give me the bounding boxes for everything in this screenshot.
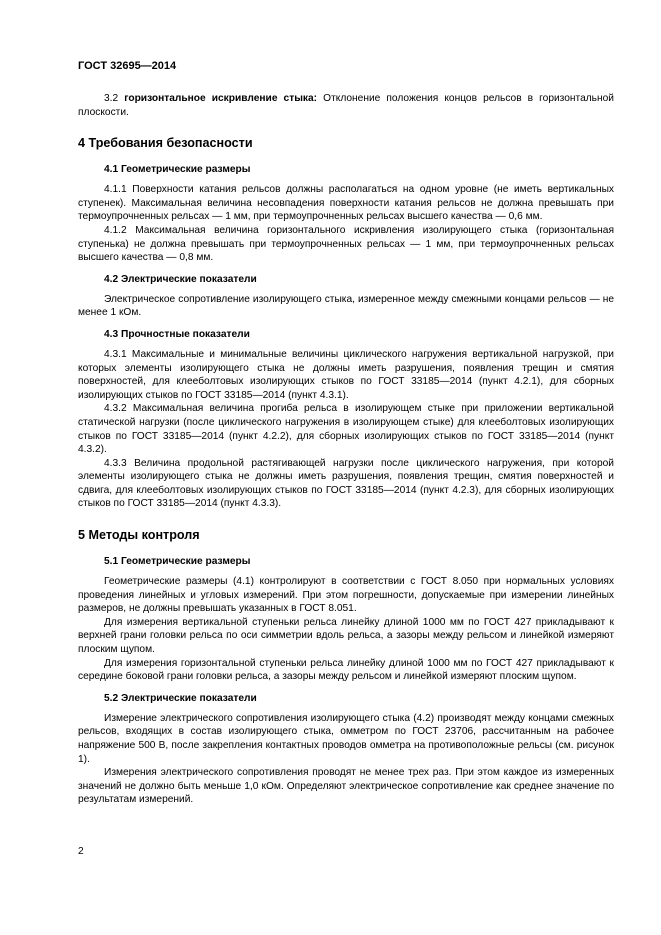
subsection-5-1-heading: 5.1 Геометрические размеры: [104, 556, 251, 568]
subsection-4-1-heading: 4.1 Геометрические размеры: [104, 164, 251, 176]
term-name: горизонтальное искривление стыка:: [124, 93, 318, 104]
paragraph-4-3-1: 4.3.1 Максимальные и минимальные величины циклического нагружения вертикальной нагрузкой, при которых элементы изолирующего стыка не должны иметь разрушения, появления трещин и смятия поверхностей, для клееболтовых изолирующих стыков по ГОСТ 33185—2014 (пункт 4.2.1), для сборных изолирующих стыков по ГОСТ 33185—2014 (пункт 4.3.1).: [78, 348, 614, 401]
subsection-5-2-heading: 5.2 Электрические показатели: [104, 692, 257, 704]
paragraph-4-1-1: 4.1.1 Поверхности катания рельсов должны располагаться на одном уровне (не иметь вертикальных ступенек). Максимальная величина несовпадения поверхности катания рельсов не должна превышать при термоупрочненных рельсах — 1 мм, при термоупрочненных рельсах высшего качества — 0,6 мм.: [78, 184, 614, 223]
paragraph-5-1-b: Для измерения вертикальной ступеньки рельса линейку длиной 1000 мм по ГОСТ 427 прикладывают к верхней грани головки рельса по оси симметрии вдоль рельса, а зазоры между рельсом и линейкой измеряют плоским щупом.: [78, 616, 614, 656]
paragraph-4-1-2: 4.1.2 Максимальная величина горизонтального искривления изолирующего стыка (горизонтальная ступенька) не должна превышать при термоупрочненных рельсах — 1 мм, при термоупрочненных рельсах высшего качества — 0,8 мм.: [78, 224, 614, 264]
paragraph-4-3-3: 4.3.3 Величина продольной растягивающей нагрузки после циклического нагружения, при которой элементы изолирующего стыка не должны иметь разрушения, появления трещин, смятия поверхностей и сдвига, для клееболтовых изолирующих стыков по ГОСТ 33185—2014 (пункт 4.2.3), для сборных изолирующих стыков по ГОСТ 33185—2014 (пункт 4.3.3).: [78, 457, 614, 510]
document-header: ГОСТ 32695—2014: [78, 60, 177, 72]
section-4-heading: 4 Требования безопасности: [78, 136, 253, 151]
term-definition: [78, 92, 614, 119]
term-text: Отклонение положения концов рельсов в горизонтальной плоскости.: [78, 93, 614, 118]
section-5-heading: 5 Методы контроля: [78, 528, 200, 543]
paragraph-4-2: Электрическое сопротивление изолирующего стыка, измеренное между смежными концами рельсов — не менее 1 кОм.: [78, 293, 614, 319]
subsection-4-2-heading: 4.2 Электрические показатели: [104, 273, 257, 285]
paragraph-5-1-c: Для измерения горизонтальной ступеньки рельса линейку длиной 1000 мм по ГОСТ 427 прикладывают к середине боковой грани головки рельса, а зазоры между рельсом и линейкой измеряют плоским щупом.: [78, 657, 614, 683]
subsection-4-3-heading: 4.3 Прочностные показатели: [104, 328, 250, 340]
paragraph-5-2-a: Измерение электрического сопротивления изолирующего стыка (4.2) производят между концами смежных рельсов, входящих в состав изолирующего стыка, омметром по ГОСТ 23706, рассчитанным на рабочее напряжение 500 В, после закрепления контактных проводов омметра на противоположные рельсы (см. рисунок 1).: [78, 712, 614, 765]
document-body: [78, 92, 614, 807]
paragraph-5-2-b: Измерения электрического сопротивления проводят не менее трех раз. При этом каждое из измеренных значений не должно быть меньше 1,0 кОм. Определяют электрическое сопротивление как среднее значение по результатам измерений.: [78, 767, 614, 806]
paragraph-5-1-a: Геометрические размеры (4.1) контролируют в соответствии с ГОСТ 8.050 при нормальных условиях проведения линейных и угловых измерений. При этом погрешности, допускаемые при измерении линейных размеров, не должны превышать указанных в ГОСТ 8.051.: [78, 576, 614, 615]
paragraph-4-3-2: 4.3.2 Максимальная величина прогиба рельса в изолирующем стыке при приложении вертикальной статической нагрузки (после циклического нагружения в изолирующем стыке) для клееболтовых изолирующих стыков по ГОСТ 33185—2014 (пункт 4.2.2), для сборных изолирующих стыков по ГОСТ 33185—2014 (пункт 4.3.2).: [78, 403, 614, 456]
page-number: 2: [78, 846, 84, 857]
term-number: 3.2: [104, 93, 119, 104]
